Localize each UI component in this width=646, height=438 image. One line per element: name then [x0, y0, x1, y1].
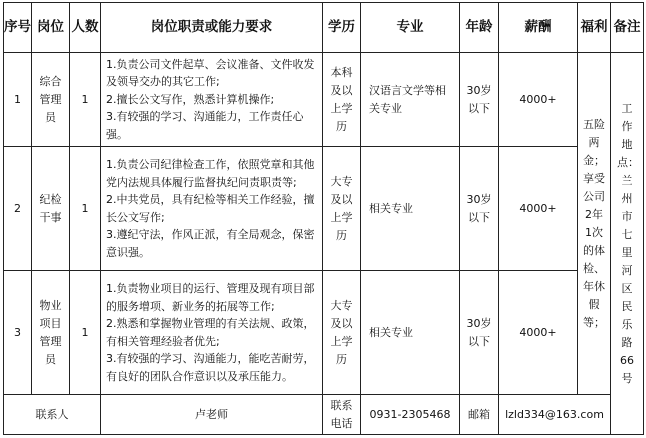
row-education: 大专及以上学历	[323, 147, 361, 271]
header-position: 岗位	[32, 3, 70, 53]
duty-item: 1.负责物业项目的运行、管理及现有项目部的服务增项、新业务的拓展等工作;	[106, 282, 315, 313]
header-education: 学历	[323, 3, 361, 53]
header-duties: 岗位职责或能力要求	[101, 3, 323, 53]
row-no: 3	[4, 271, 32, 395]
row-age: 30岁以下	[460, 271, 499, 395]
duty-item: 1.负责公司文件起草、会议准备、文件收发及领导交办的其它工作;	[106, 57, 315, 89]
email-label: 邮箱	[460, 395, 499, 435]
row-no: 2	[4, 147, 32, 271]
duty-item: 3.遵纪守法，作风正派，有全局观念，保密意识强。	[106, 228, 315, 259]
duty-item: 2.擅长公文写作，熟悉计算机操作;	[106, 92, 275, 106]
row-count: 1	[70, 147, 101, 271]
row-position: 物业项目管理员	[32, 271, 70, 395]
row-count: 1	[70, 271, 101, 395]
row-education: 本科及以上学历	[323, 53, 361, 147]
header-note: 备注	[611, 3, 644, 53]
row-position: 纪检干事	[32, 147, 70, 271]
row-duties	[101, 53, 323, 147]
welfare-cell: 五险两金；享受公司2年1次的体检、年休假等；	[578, 53, 611, 395]
row-age: 30岁以下	[460, 53, 499, 147]
duty-item: 2.中共党员，具有纪检等相关工作经验，擅长公文写作;	[106, 193, 315, 224]
footer-row	[4, 395, 644, 435]
email-address: lzld334@163.com	[499, 395, 611, 435]
table-row	[4, 53, 644, 147]
duty-item: 2.熟悉和掌握物业管理的有关法规、政策，有相关管理经验者优先;	[106, 317, 315, 348]
header-major: 专业	[361, 3, 460, 53]
header-row	[4, 3, 644, 53]
row-major: 汉语言文学等相关专业	[361, 53, 460, 147]
phone-label: 联系电话	[323, 395, 361, 435]
row-duties	[101, 147, 323, 271]
contact-label: 联系人	[4, 395, 101, 435]
row-major: 相关专业	[361, 271, 460, 395]
table-row	[4, 147, 644, 271]
row-major: 相关专业	[361, 147, 460, 271]
duty-item: 1.负责公司纪律检查工作，依照党章和其他党内法规具体履行监督执纪问责职责等;	[106, 158, 315, 189]
row-education: 大专及以上学历	[323, 271, 361, 395]
row-age: 30岁以下	[460, 147, 499, 271]
header-welfare: 福利	[578, 3, 611, 53]
row-salary: 4000+	[499, 271, 578, 395]
row-salary: 4000+	[499, 53, 578, 147]
table-row	[4, 271, 644, 395]
row-salary: 4000+	[499, 147, 578, 271]
row-duties	[101, 271, 323, 395]
duty-item: 3.有较强的学习、沟通能力，能吃苦耐劳，有良好的团队合作意识以及承压能力。	[106, 352, 315, 383]
note-cell: 工作地点：兰州市七里河区民乐路66号	[611, 53, 644, 435]
header-no: 序号	[4, 3, 32, 53]
row-position: 综合管理员	[32, 53, 70, 147]
recruitment-table	[3, 2, 644, 435]
header-age: 年龄	[460, 3, 499, 53]
row-count: 1	[70, 53, 101, 147]
phone-number: 0931-2305468	[361, 395, 460, 435]
header-count: 人数	[70, 3, 101, 53]
row-no: 1	[4, 53, 32, 147]
header-salary: 薪酬	[499, 3, 578, 53]
contact-name: 卢老师	[101, 395, 323, 435]
duty-item: 3.有较强的学习、沟通能力，工作责任心强。	[106, 110, 304, 141]
